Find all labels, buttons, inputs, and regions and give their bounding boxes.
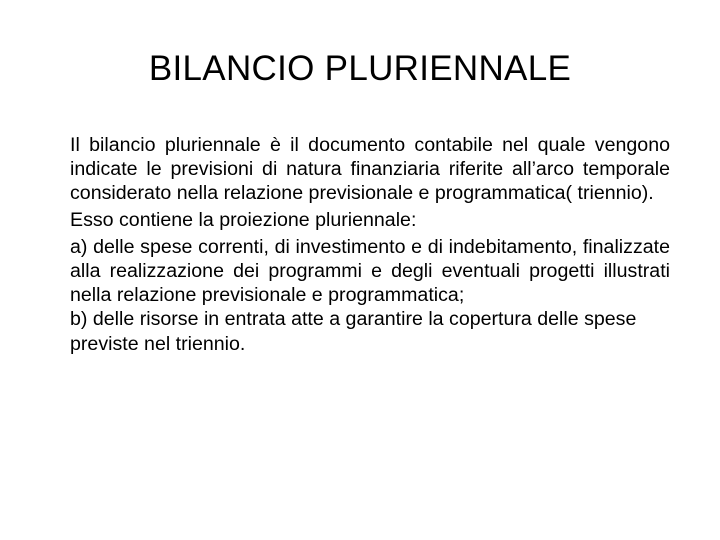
slide-title: BILANCIO PLURIENNALE	[148, 49, 572, 88]
paragraph-intro: Esso contiene la proiezione pluriennale:	[70, 208, 417, 231]
paragraph-item-b: b) delle risorse in entrata atte a garantire la copertura delle spese previste nel triennio.	[70, 308, 637, 355]
slide-body	[70, 133, 670, 356]
paragraph-definition: Il bilancio pluriennale è il documento contabile nel quale vengono indicate le previsioni di natura finanziaria riferite all’arco temporale considerato nella relazione previsionale e programmatica( triennio).	[70, 134, 670, 205]
paragraph-item-a: a) delle spese correnti, di investimento e di indebitamento, finalizzate alla realizzazione dei programmi e degli eventuali progetti illustrati nella relazione previsionale e programmatica;	[70, 235, 670, 307]
